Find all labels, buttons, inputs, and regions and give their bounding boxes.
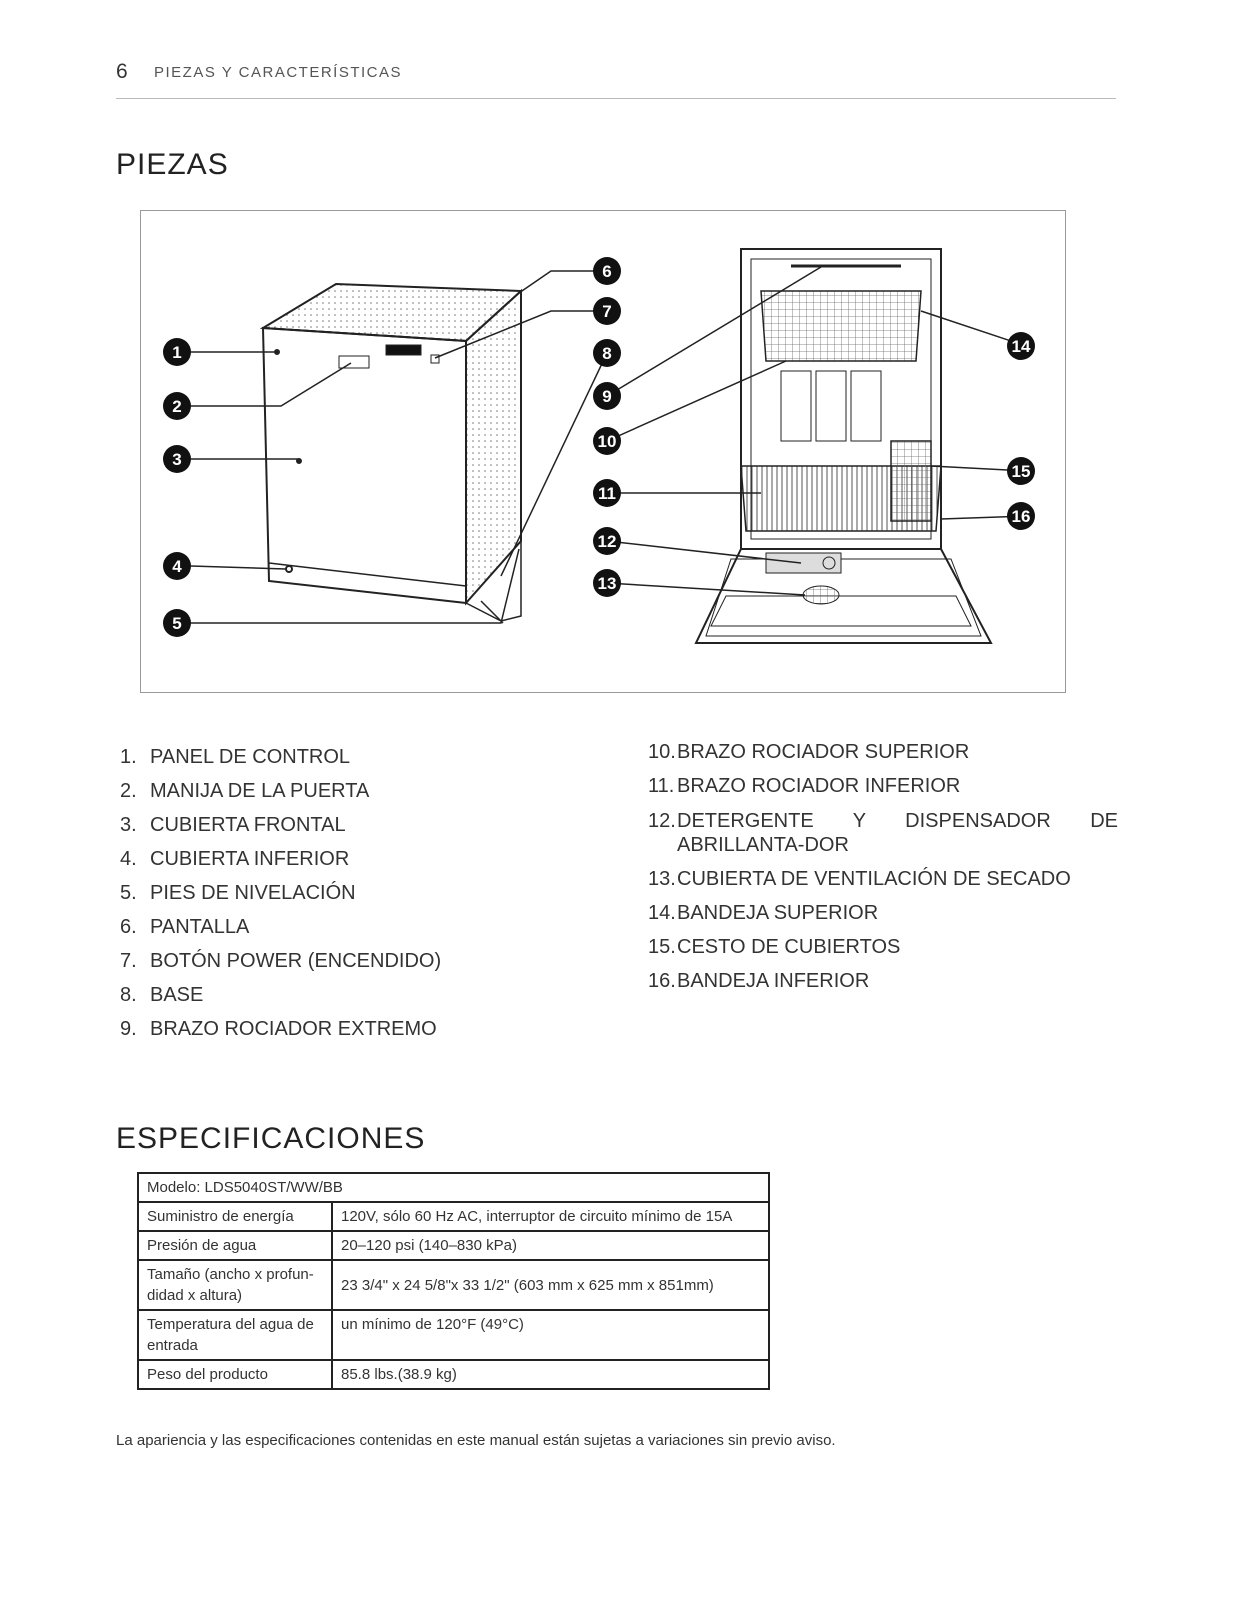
svg-text:4: 4 — [172, 557, 182, 576]
table-row — [138, 1173, 769, 1202]
spec-label: Presión de agua — [138, 1231, 332, 1260]
callout-3 — [163, 445, 191, 473]
callout-9 — [593, 382, 621, 410]
svg-text:3: 3 — [172, 450, 182, 469]
parts-figure — [140, 210, 1066, 693]
svg-text:11: 11 — [598, 484, 616, 503]
spec-label: Peso del producto — [138, 1360, 332, 1389]
callout-6 — [593, 257, 621, 285]
dishwasher-closed-illustration — [263, 284, 521, 623]
parts-list-right — [648, 735, 1118, 998]
svg-text:10: 10 — [597, 432, 617, 451]
svg-text:8: 8 — [602, 344, 612, 363]
spec-value: 20–120 psi (140–830 kPa) — [332, 1231, 769, 1260]
callout-14 — [1007, 332, 1035, 360]
spec-label: Suministro de energía — [138, 1202, 332, 1231]
spec-label: Tamaño (ancho x profun-didad x altura) — [138, 1260, 332, 1310]
callout-5 — [163, 609, 191, 637]
specs-heading: ESPECIFICACIONES — [116, 1122, 426, 1155]
dishwasher-open-illustration — [696, 249, 991, 643]
list-item: 11. BRAZO ROCIADOR INFERIOR — [648, 775, 961, 797]
dishwasher-diagram — [141, 211, 1065, 692]
table-row — [138, 1231, 769, 1260]
page-header — [116, 58, 1116, 99]
svg-text:6: 6 — [602, 262, 612, 281]
callout-1 — [163, 338, 191, 366]
list-item: 13. CUBIERTA DE VENTILACIÓN DE SECADO — [648, 868, 1071, 890]
svg-text:16: 16 — [1011, 507, 1031, 526]
parts-list-left — [120, 740, 560, 1046]
footnote: La apariencia y las especificaciones contenidas en este manual están sujetas a variaciones sin previo aviso. — [116, 1432, 836, 1449]
callout-11 — [593, 479, 621, 507]
svg-text:12: 12 — [597, 532, 617, 551]
svg-text:2: 2 — [172, 397, 182, 416]
list-item: 10. BRAZO ROCIADOR SUPERIOR — [648, 741, 970, 763]
parts-heading: PIEZAS — [116, 148, 229, 181]
spec-label: Temperatura del agua de entrada — [138, 1310, 332, 1360]
spec-value: 120V, sólo 60 Hz AC, interruptor de circuito mínimo de 15A — [332, 1202, 769, 1231]
svg-text:7: 7 — [602, 302, 612, 321]
header-title: PIEZAS Y CARACTERÍSTICAS — [154, 64, 402, 81]
callout-7 — [593, 297, 621, 325]
callout-2 — [163, 392, 191, 420]
list-item: 3. CUBIERTA FRONTAL — [120, 814, 346, 836]
table-row — [138, 1260, 769, 1310]
svg-text:5: 5 — [172, 614, 182, 633]
spec-value: un mínimo de 120°F (49°C) — [332, 1310, 769, 1360]
list-item: 16. BANDEJA INFERIOR — [648, 970, 870, 992]
list-item: 15. CESTO DE CUBIERTOS — [648, 936, 901, 958]
table-row — [138, 1310, 769, 1360]
model-cell: Modelo: LDS5040ST/WW/BB — [138, 1173, 769, 1202]
list-item: 2. MANIJA DE LA PUERTA — [120, 780, 370, 802]
list-item: 7. BOTÓN POWER (ENCENDIDO) — [120, 950, 442, 972]
callout-4 — [163, 552, 191, 580]
svg-text:1: 1 — [172, 343, 182, 362]
svg-text:15: 15 — [1011, 462, 1031, 481]
callout-12 — [593, 527, 621, 555]
list-item: 12. DETERGENTE Y DISPENSADOR DE ABRILLANTA-DOR — [648, 810, 1118, 856]
list-item: 14. BANDEJA SUPERIOR — [648, 902, 879, 924]
specs-table — [137, 1172, 770, 1390]
svg-text:14: 14 — [1011, 337, 1031, 356]
page-number: 6 — [116, 60, 128, 83]
svg-text:9: 9 — [602, 387, 612, 406]
table-row — [138, 1202, 769, 1231]
callout-13 — [593, 569, 621, 597]
table-row — [138, 1360, 769, 1389]
callout-16 — [1007, 502, 1035, 530]
list-item: 4. CUBIERTA INFERIOR — [120, 848, 350, 870]
list-item: 1. PANEL DE CONTROL — [120, 746, 351, 768]
spec-value: 23 3/4" x 24 5/8"x 33 1/2" (603 mm x 625 mm x 851mm) — [332, 1260, 769, 1310]
list-item: 5. PIES DE NIVELACIÓN — [120, 882, 356, 904]
spec-value: 85.8 lbs.(38.9 kg) — [332, 1360, 769, 1389]
list-item: 8. BASE — [120, 984, 204, 1006]
svg-text:13: 13 — [597, 574, 617, 593]
callout-15 — [1007, 457, 1035, 485]
list-item: 9. BRAZO ROCIADOR EXTREMO — [120, 1018, 437, 1040]
list-item: 6. PANTALLA — [120, 916, 250, 938]
callout-10 — [593, 427, 621, 455]
callout-8 — [593, 339, 621, 367]
